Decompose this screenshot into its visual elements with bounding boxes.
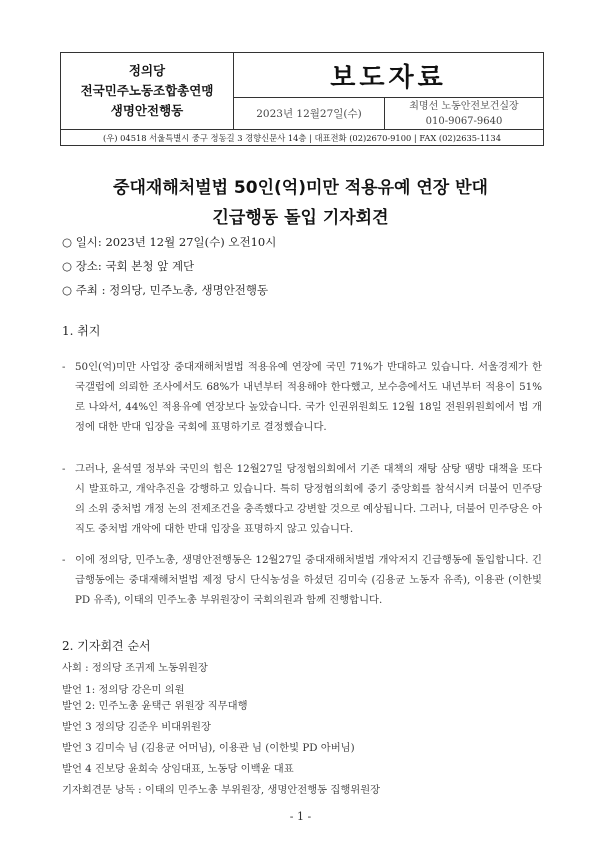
program-item: 발언 2: 민주노총 윤택근 위원장 직무대행 xyxy=(62,700,248,712)
program-item: 기자회견문 낭독 : 이태의 민주노총 부위원장, 생명안전행동 집행위원장 xyxy=(62,784,381,796)
contact-name: 최명선 노동안전보건실장 xyxy=(409,100,519,112)
org-name: 정의당 xyxy=(128,63,166,78)
section-1-title: 1. 취지 xyxy=(62,324,101,338)
paragraph-text: 그러나, 윤석열 정부와 국민의 힘은 12월27일 당정협의회에서 기존 대책의 재탕 삼탕 땜방 대책을 또다시 발표하고, 개악추진을 강행하고 있습니다. 특히 당정협의회에 중기 중앙회를 참석시켜 더불어 민주당의 소위 중처법 개정 논의 전제조건을 충족했다고 강변할 것으로 예상됩니다. 그러나, 더불어 민주당은 아직도 중처법 개악에 대한 반대 입장을 표명하지 않고 있습니다. xyxy=(75,463,542,535)
purpose-paragraph: - 이에 정의당, 민주노총, 생명안전행동은 12월27일 중대재해처벌법 개악저지 긴급행동에 돌입합니다. 긴급행동에는 중대재해처벌법 제정 당시 단식농성을 하셨던 김미숙 (김용균 노동자 유족), 이용관 (이한빛PD 유족), 이태의 민주노총 부위원장이 국회의원과 함께 진행합니다. xyxy=(62,550,542,610)
contact-phone: 010-9067-9640 xyxy=(425,115,503,127)
program-item: 발언 4 진보당 윤희숙 상임대표, 노동당 이백윤 대표 xyxy=(62,763,294,775)
info-location: ○ 장소: 국회 본청 앞 계단 xyxy=(62,259,195,273)
paragraph-text: 50인(억)미만 사업장 중대재해처벌법 적용유예 연장에 국민 71%가 반대하고 있습니다. 서울경제가 한국갤럽에 의뢰한 조사에서도 68%가 내년부터 적용해야 한다했고, 보수층에서도 내년부터 적용이 51%로 나와서, 44%인 적용유예 연장보다 높았습니다. 국가 인권위원회도 12월 18일 전원위원회에서 법 개정에 대한 반대 입장을 국회에 표명하기로 결정했습니다. xyxy=(75,361,542,433)
info-host: ○ 주최 : 정의당, 민주노총, 생명안전행동 xyxy=(62,283,269,297)
org-name: 생명안전행동 xyxy=(110,103,184,118)
contact-info xyxy=(385,98,543,130)
address-line: (우) 04518 서울특별시 중구 정동길 3 경향신문사 14층 | 대표전화 (02)2670-9100 | FAX (02)2635-1134 xyxy=(103,132,501,143)
document-title: 보도자료 xyxy=(234,53,543,98)
paragraph-text: 이에 정의당, 민주노총, 생명안전행동은 12월27일 중대재해처벌법 개악저지 긴급행동에 돌입합니다. 긴급행동에는 중대재해처벌법 제정 당시 단식농성을 하셨던 김미숙 (김용균 노동자 유족), 이용관 (이한빛PD 유족), 이태의 민주노총 부위원장이 국회의원과 함께 진행합니다. xyxy=(75,554,542,606)
headline-line-2: 긴급행동 돌입 기자회견 xyxy=(212,208,389,228)
section-2-title: 2. 기자회견 순서 xyxy=(62,639,151,653)
release-date: 2023년 12월27일(수) xyxy=(234,98,385,130)
organization-names xyxy=(61,53,234,130)
info-datetime: ○ 일시: 2023년 12월 27일(수) 오전10시 xyxy=(62,235,277,249)
program-item: 발언 3 정의당 김준우 비대위원장 xyxy=(62,721,211,733)
purpose-paragraph: - 50인(억)미만 사업장 중대재해처벌법 적용유예 연장에 국민 71%가 반대하고 있습니다. 서울경제가 한국갤럽에 의뢰한 조사에서도 68%가 내년부터 적용해야 한다했고, 보수층에서도 내년부터 적용이 51%로 나와서, 44%인 적용유예 연장보다 높았습니다. 국가 인권위원회도 12월 18일 전원위원회에서 법 개정에 대한 반대 입장을 국회에 표명하기로 결정했습니다. xyxy=(62,357,542,437)
program-item: 발언 3 김미숙 님 (김용균 어머님), 이용관 님 (이한빛 PD 아버님) xyxy=(62,742,355,754)
headline-line-1: 중대재해처벌법 50인(억)미만 적용유예 연장 반대 xyxy=(113,178,488,198)
program-item: 사회 : 정의당 조귀제 노동위원장 xyxy=(62,662,208,674)
program-item: 발언 1: 정의당 강은미 의원 xyxy=(62,684,185,696)
press-release-header xyxy=(60,52,544,146)
org-name: 전국민주노동조합총연맹 xyxy=(80,83,214,98)
page-number: - 1 - xyxy=(289,810,312,823)
purpose-paragraph: - 그러나, 윤석열 정부와 국민의 힘은 12월27일 당정협의회에서 기존 대책의 재탕 삼탕 땜방 대책을 또다시 발표하고, 개악추진을 강행하고 있습니다. 특히 당정협의회에 중기 중앙회를 참석시켜 더불어 민주당의 소위 중처법 개정 논의 전제조건을 충족했다고 강변할 것으로 예상됩니다. 그러나, 더불어 민주당은 아직도 중처법 개악에 대한 반대 입장을 표명하지 않고 있습니다. xyxy=(62,459,542,539)
